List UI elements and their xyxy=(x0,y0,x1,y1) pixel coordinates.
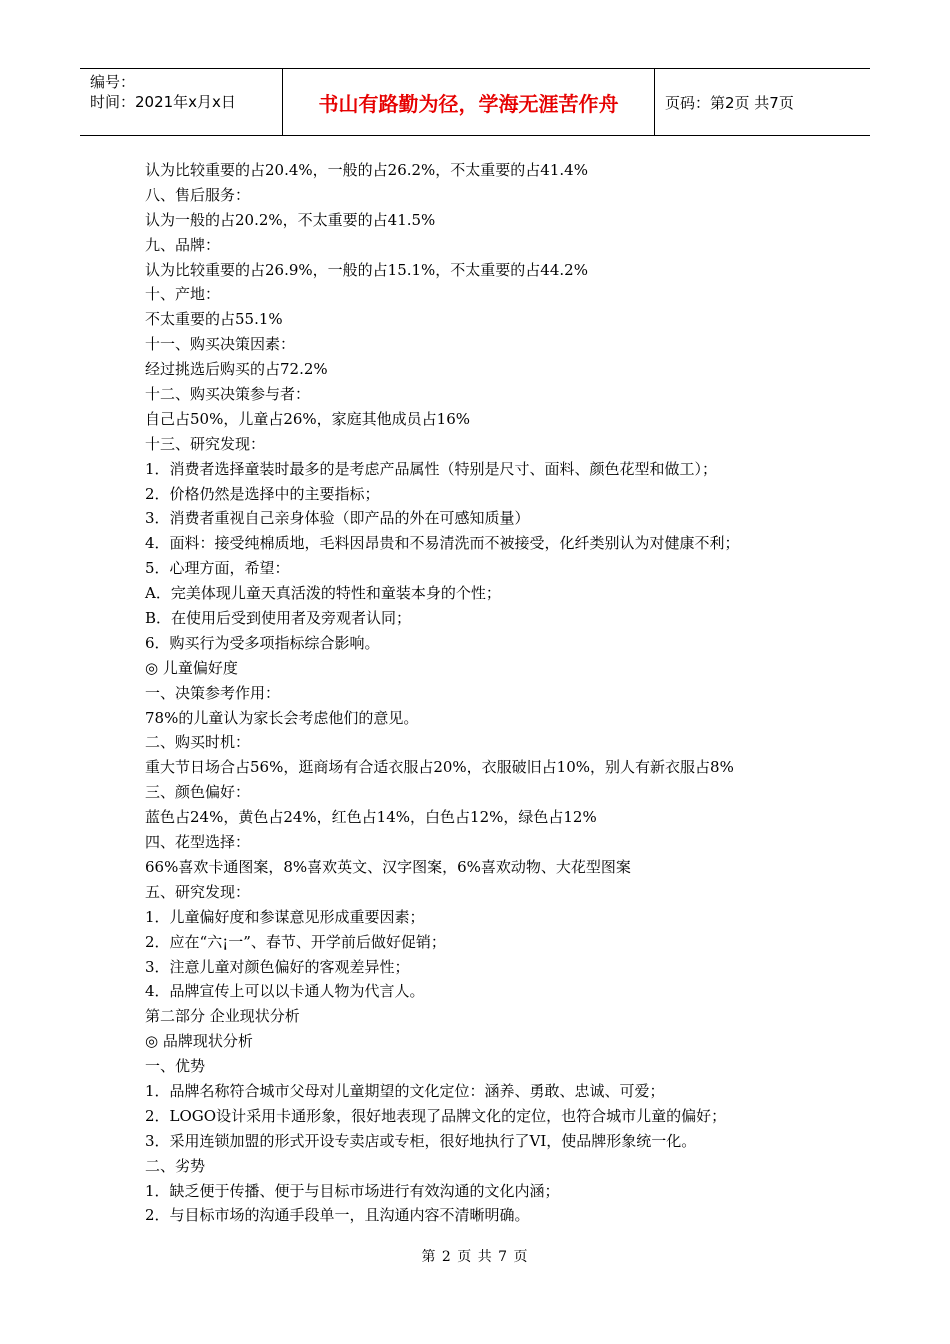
page-header xyxy=(80,68,870,136)
part-title: 第二部分 企业现状分析 xyxy=(145,1007,300,1026)
text-line: 认为比较重要的占20.4%，一般的占26.2%，不太重要的占41.4% xyxy=(145,161,588,179)
header-meta xyxy=(90,72,236,112)
header-motto: 书山有路勤为径，学海无涯苦作舟 xyxy=(318,91,619,116)
list-item: 4．品牌宣传上可以以卡通人物为代言人。 xyxy=(145,982,425,1001)
text-line: 不太重要的占55.1% xyxy=(145,310,283,329)
list-item: 1．品牌名称符合城市父母对儿童期望的文化定位：涵养、勇敢、忠诚、可爱； xyxy=(145,1081,665,1100)
text-line: 认为比较重要的占26.9%，一般的占15.1%，不太重要的占44.2% xyxy=(145,260,588,279)
list-item: 5．心理方面，希望： xyxy=(145,559,290,578)
text-line: 自己占50%，儿童占26%，家庭其他成员占16% xyxy=(145,409,471,428)
list-item: 3．消费者重视自己亲身体验（即产品的外在可感知质量） xyxy=(145,509,530,528)
text-line: 78%的儿童认为家长会考虑他们的意见。 xyxy=(145,708,419,727)
list-item: 2．应在“六¡一”、春节、开学前后做好促销； xyxy=(145,932,446,951)
section-heading: 一、优势 xyxy=(145,1057,206,1076)
text-line: 认为一般的占20.2%，不太重要的占41.5% xyxy=(145,210,436,229)
list-item: 6．购买行为受多项指标综合影响。 xyxy=(145,633,380,652)
section-heading: 二、劣势 xyxy=(145,1156,206,1175)
section-heading: 十、产地： xyxy=(145,285,221,304)
page-footer: 第 2 页 共 7 页 xyxy=(421,1249,529,1265)
section-heading: 三、颜色偏好： xyxy=(145,783,251,802)
list-item: 1．消费者选择童装时最多的是考虑产品属性（特别是尺寸、面料、颜色花型和做工）； xyxy=(145,459,718,478)
text-line: 66%喜欢卡通图案，8%喜欢英文、汉字图案，6%喜欢动物、大花型图案 xyxy=(145,857,631,876)
document-number-label: 编号： xyxy=(90,73,136,91)
text-line: 重大节日场合占56%，逛商场有合适衣服占20%，衣服破旧占10%，别人有新衣服占8% xyxy=(145,758,734,777)
header-divider-right xyxy=(654,68,655,136)
list-item: 2．与目标市场的沟通手段单一，且沟通内容不清晰明确。 xyxy=(145,1206,530,1225)
list-item: B．在使用后受到使用者及旁观者认同； xyxy=(145,609,412,628)
text-line: 经过挑选后购买的占72.2% xyxy=(145,360,328,379)
section-heading: 八、售后服务： xyxy=(145,185,251,204)
document-body xyxy=(145,158,825,1228)
section-heading: 十三、研究发现： xyxy=(145,434,266,453)
section-heading: 十一、购买决策因素： xyxy=(145,335,296,354)
section-title: ◎ 品牌现状分析 xyxy=(145,1032,253,1051)
list-item: 1．儿童偏好度和参谋意见形成重要因素； xyxy=(145,907,425,926)
header-page-info: 页码：第2页 共7页 xyxy=(665,93,794,112)
section-heading: 五、研究发现： xyxy=(145,882,251,901)
list-item: 4．面料：接受纯棉质地，毛料因昂贵和不易清洗而不被接受，化纤类别认为对健康不利； xyxy=(145,534,740,553)
list-item: 1．缺乏便于传播、便于与目标市场进行有效沟通的文化内涵； xyxy=(145,1181,560,1200)
list-item: 2．LOGO设计采用卡通形象，很好地表现了品牌文化的定位，也符合城市儿童的偏好； xyxy=(145,1106,727,1125)
section-heading: 十二、购买决策参与者： xyxy=(145,385,311,404)
section-heading: 四、花型选择： xyxy=(145,833,251,852)
text-line: 蓝色占24%，黄色占24%，红色占14%，白色占12%，绿色占12% xyxy=(145,808,597,827)
list-item: 3．注意儿童对颜色偏好的客观差异性； xyxy=(145,957,410,976)
document-time-label: 时间：2021年x月x日 xyxy=(90,93,236,111)
list-item: 3．采用连锁加盟的形式开设专卖店或专柜，很好地执行了VI，使品牌形象统一化。 xyxy=(145,1131,697,1150)
section-heading: 九、品牌： xyxy=(145,235,221,254)
section-title: ◎ 儿童偏好度 xyxy=(145,658,238,677)
list-item: A．完美体现儿童天真活泼的特性和童装本身的个性； xyxy=(145,584,501,603)
section-heading: 二、购买时机： xyxy=(145,733,251,752)
list-item: 2．价格仍然是选择中的主要指标； xyxy=(145,484,380,503)
section-heading: 一、决策参考作用： xyxy=(145,683,281,702)
